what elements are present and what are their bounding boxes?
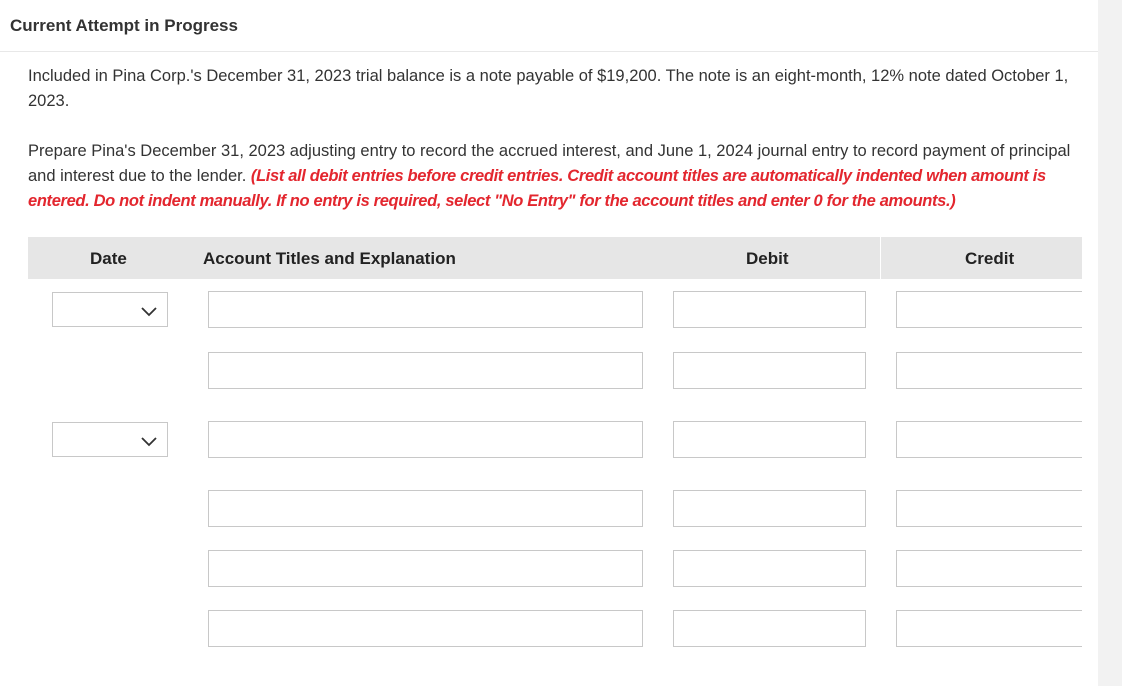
date-select-entry-1[interactable] — [52, 292, 168, 327]
account-title-input[interactable] — [208, 352, 643, 389]
column-header-credit: Credit — [965, 249, 1015, 268]
question-paragraph: Included in Pina Corp.'s December 31, 2023 trial balance is a note payable of $19,200. The note is an eight-month, 12% note dated October 1, 2023. — [28, 67, 1069, 110]
attempt-header — [0, 0, 1098, 52]
account-title-input[interactable] — [208, 421, 643, 458]
debit-input[interactable] — [673, 490, 866, 527]
credit-input[interactable] — [896, 352, 1082, 389]
debit-input[interactable] — [673, 352, 866, 389]
account-title-input[interactable] — [208, 291, 643, 328]
journal-table-header — [28, 237, 1082, 279]
account-title-input[interactable] — [208, 490, 643, 527]
debit-input[interactable] — [673, 550, 866, 587]
credit-input[interactable] — [896, 291, 1082, 328]
account-title-input[interactable] — [208, 550, 643, 587]
attempt-status-title: Current Attempt in Progress — [10, 16, 238, 35]
instructions-text — [28, 139, 1088, 214]
instructions-main: Prepare Pina's December 31, 2023 adjusting entry to record the accrued interest, and June 1, 2024 journal entry to record payment of principal and interest due to the lender. — [28, 142, 1071, 185]
column-divider — [880, 237, 881, 279]
question-text — [28, 64, 1078, 114]
chevron-down-icon — [139, 301, 159, 321]
debit-input[interactable] — [673, 421, 866, 458]
column-header-account-titles: Account Titles and Explanation — [203, 249, 456, 268]
credit-input[interactable] — [896, 550, 1082, 587]
credit-input[interactable] — [896, 610, 1082, 647]
account-title-input[interactable] — [208, 610, 643, 647]
date-select-entry-2[interactable] — [52, 422, 168, 457]
instructions-paragraph — [28, 139, 1088, 214]
chevron-down-icon — [139, 431, 159, 451]
debit-input[interactable] — [673, 291, 866, 328]
credit-input[interactable] — [896, 421, 1082, 458]
instructions-hint: (List all debit entries before credit entries. Credit account titles are automatically indented when amount is entered. Do not indent manually. If no entry is required, select "No Entry" for the account titles and enter 0 for the amounts.) — [28, 167, 1046, 210]
credit-input[interactable] — [896, 490, 1082, 527]
debit-input[interactable] — [673, 610, 866, 647]
column-header-date: Date — [90, 249, 127, 268]
column-header-debit: Debit — [746, 249, 789, 268]
